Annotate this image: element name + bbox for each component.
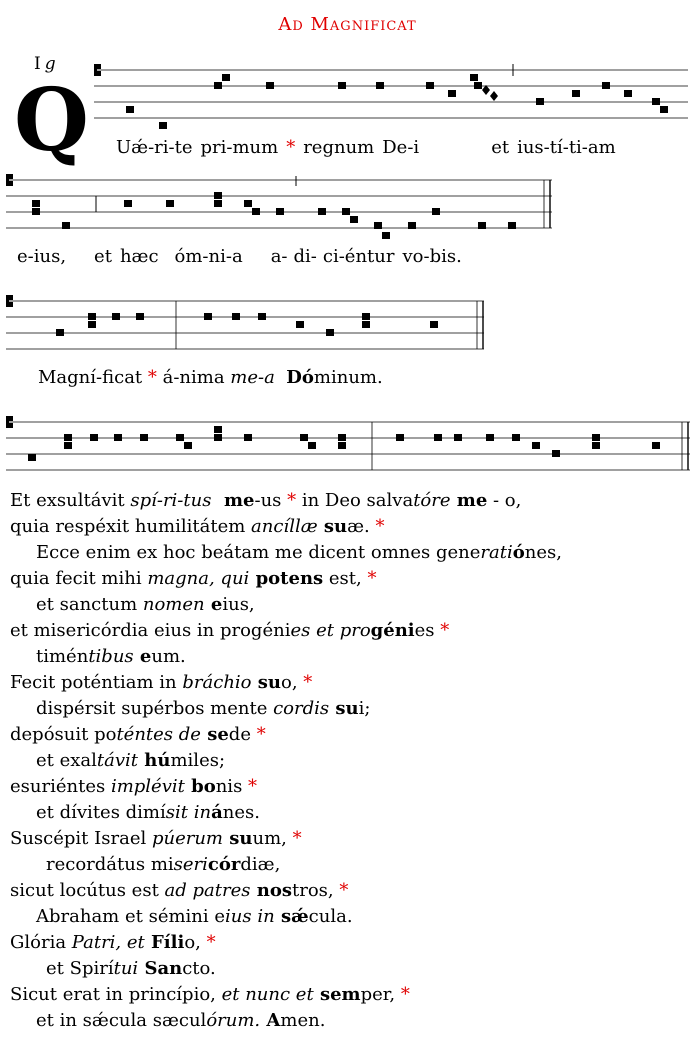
antiphon-line-1: [116, 137, 616, 158]
punctum: [374, 222, 382, 229]
text-run: um.: [151, 646, 186, 667]
mode-number: I: [34, 54, 41, 74]
text-run: ad patres: [164, 880, 251, 901]
punctum: [624, 90, 632, 97]
punctum: [176, 434, 184, 441]
punctum-inclinatum: [490, 91, 498, 101]
punctum: [382, 232, 390, 239]
verse-line: [10, 488, 562, 514]
punctum: [508, 222, 516, 229]
text-run: San: [138, 958, 183, 979]
punctum: [28, 454, 36, 461]
punctum: [396, 434, 404, 441]
punctum: [448, 90, 456, 97]
text-run: ó: [512, 542, 525, 563]
punctum: [244, 434, 252, 441]
text-run: púerum: [151, 828, 223, 849]
text-run: A: [260, 1010, 281, 1031]
punctum: [214, 82, 222, 89]
punctum: [430, 321, 438, 328]
text-run: est,: [323, 568, 368, 589]
punctum: [602, 82, 610, 89]
punctum: [166, 200, 174, 207]
lyric: di-: [293, 246, 317, 267]
text-run: spí-ri-tus: [130, 490, 212, 511]
staff-1: [94, 70, 688, 118]
punctum: [114, 434, 122, 441]
text-run: me: [450, 490, 488, 511]
text-run: tóre: [413, 490, 451, 511]
text-run: Suscépit Israel: [10, 828, 152, 849]
text-run: i;: [358, 698, 371, 719]
text-run: hú: [138, 750, 171, 771]
text-run: á-nima: [156, 367, 231, 388]
punctum: [474, 82, 482, 89]
lyric: Uǽ-ri-te: [116, 137, 193, 158]
text-run: sǽ: [274, 906, 309, 927]
text-run: Abraham et sémini e: [36, 906, 226, 927]
punctum: [338, 434, 346, 441]
text-run: ius in: [225, 906, 275, 927]
punctum: [214, 426, 222, 433]
punctum: [32, 200, 40, 207]
text-run: órum.: [206, 1010, 261, 1031]
text-run: et misericórdia eius in progéni: [10, 620, 291, 641]
text-run: Patri, et: [71, 932, 145, 953]
verse-line: [10, 878, 562, 904]
lyric: a-: [270, 246, 288, 267]
punctum: [90, 434, 98, 441]
text-run: recordátus mi: [46, 854, 174, 875]
punctum: [244, 200, 252, 207]
lyric: et: [94, 246, 112, 267]
punctum: [136, 313, 144, 320]
text-run: Glória: [10, 932, 72, 953]
mode-ending: g: [44, 54, 56, 74]
punctum: [214, 434, 222, 441]
staff-3: [6, 301, 484, 349]
punctum: [184, 442, 192, 449]
punctum: [214, 200, 222, 207]
text-run: e: [133, 646, 152, 667]
asterisk: *: [400, 984, 410, 1005]
text-run: su: [329, 698, 359, 719]
text-run: dispérsit supérbos mente: [36, 698, 274, 719]
punctum: [204, 313, 212, 320]
text-run: rati: [480, 542, 513, 563]
text-run: se: [200, 724, 229, 745]
verse-line: [10, 566, 562, 592]
text-run: cordis: [273, 698, 330, 719]
text-run: nos: [250, 880, 292, 901]
asterisk: *: [292, 828, 302, 849]
punctum: [512, 434, 520, 441]
verse-line: [10, 982, 562, 1008]
text-run: Fíli: [144, 932, 185, 953]
text-run: diæ,: [240, 854, 281, 875]
punctum: [159, 122, 167, 129]
punctum: [32, 208, 40, 215]
punctum: [338, 82, 346, 89]
text-run: esuriéntes: [10, 776, 111, 797]
punctum: [62, 222, 70, 229]
text-run: æ.: [347, 516, 376, 537]
punctum: [432, 208, 440, 215]
punctum: [56, 329, 64, 336]
text-run: et in sǽcula sæcul: [36, 1010, 207, 1031]
punctum: [652, 442, 660, 449]
text-run: nomen: [142, 594, 205, 615]
text-run: o,: [184, 932, 207, 953]
verse-line: [10, 826, 562, 852]
verse-line: [10, 540, 562, 566]
punctum: [652, 98, 660, 105]
text-run: su: [317, 516, 348, 537]
lyric: vo-bis.: [402, 246, 462, 267]
punctum: [214, 192, 222, 199]
punctum: [318, 208, 326, 215]
punctum: [362, 313, 370, 320]
text-run: timén: [36, 646, 89, 667]
text-run: ius,: [222, 594, 255, 615]
lyric: et: [491, 137, 510, 158]
verse-line: [10, 722, 562, 748]
punctum: [426, 82, 434, 89]
asterisk: *: [256, 724, 266, 745]
punctum: [454, 434, 462, 441]
text-run: tibus: [88, 646, 134, 667]
punctum: [276, 208, 284, 215]
lyric: ius-tí-ti-am: [517, 137, 616, 158]
text-run: cto.: [182, 958, 216, 979]
punctum: [300, 434, 308, 441]
punctum: [362, 321, 370, 328]
text-run: o,: [281, 672, 304, 693]
punctum: [592, 442, 600, 449]
verse-line: [10, 852, 562, 878]
text-run: Ecce enim ex hoc beátam me dicent omnes gene: [36, 542, 481, 563]
verse-line: [10, 670, 562, 696]
text-run: miles;: [170, 750, 226, 771]
verse-line: [10, 904, 562, 930]
text-run: depósuit po: [10, 724, 117, 745]
text-run: sem: [313, 984, 361, 1005]
punctum: [266, 82, 274, 89]
punctum: [470, 74, 478, 81]
punctum: [342, 208, 350, 215]
text-run: me: [211, 490, 255, 511]
punctum: [88, 313, 96, 320]
text-run: quia fecit mihi: [10, 568, 148, 589]
lyric: De-i: [382, 137, 420, 158]
staff-2: [6, 180, 552, 228]
text-run: [275, 367, 286, 388]
punctum: [88, 321, 96, 328]
antiphon-line-2: [17, 246, 462, 267]
punctum: [308, 442, 316, 449]
lyric: ci-éntur: [322, 246, 395, 267]
punctum: [338, 442, 346, 449]
text-run: me-a: [230, 367, 275, 388]
text-run: géni: [370, 620, 415, 641]
punctum: [232, 313, 240, 320]
verse-line: [10, 800, 562, 826]
punctum: [326, 329, 334, 336]
text-run: su: [251, 672, 282, 693]
asterisk: *: [248, 776, 258, 797]
text-run: téntes de: [116, 724, 201, 745]
punctum: [434, 434, 442, 441]
text-run: cór: [207, 854, 241, 875]
text-run: per,: [360, 984, 401, 1005]
canticle-verses: [10, 488, 562, 1034]
text-run: es et pro: [290, 620, 371, 641]
text-run: et sanctum: [36, 594, 143, 615]
asterisk: *: [147, 367, 157, 388]
verse-line: [10, 618, 562, 644]
text-run: in Deo salva: [296, 490, 414, 511]
text-run: Fecit poténtiam in: [10, 672, 183, 693]
asterisk: *: [303, 672, 313, 693]
punctum: [486, 434, 494, 441]
text-run: es: [414, 620, 441, 641]
text-run: et dívites dimí: [36, 802, 166, 823]
asterisk: *: [286, 137, 296, 158]
initial-letter: Q: [14, 70, 89, 171]
asterisk: *: [287, 490, 297, 511]
lyric: regnum: [303, 137, 375, 158]
text-run: et nunc et: [221, 984, 314, 1005]
text-run: et Spirí: [46, 958, 114, 979]
punctum: [258, 313, 266, 320]
text-run: implévit: [110, 776, 185, 797]
text-run: - o,: [487, 490, 522, 511]
punctum: [376, 82, 384, 89]
verse-line: [10, 774, 562, 800]
staff-4: [6, 422, 690, 470]
punctum: [222, 74, 230, 81]
punctum: [252, 208, 260, 215]
text-run: bráchio: [182, 672, 252, 693]
text-run: potens: [249, 568, 324, 589]
text-run: á: [211, 802, 223, 823]
text-run: Sicut erat in princípio,: [10, 984, 222, 1005]
lyric: pri-mum: [200, 137, 279, 158]
asterisk: *: [367, 568, 377, 589]
verse-line: [10, 514, 562, 540]
verse-line: [10, 748, 562, 774]
punctum: [552, 450, 560, 457]
text-run: de: [228, 724, 257, 745]
punctum: [592, 434, 600, 441]
text-run: seri: [173, 854, 208, 875]
punctum-inclinatum: [482, 85, 490, 95]
chant-title: Ad Magnificat: [278, 14, 417, 35]
punctum: [532, 442, 540, 449]
text-run: um,: [252, 828, 293, 849]
text-run: minum.: [313, 367, 383, 388]
punctum: [408, 222, 416, 229]
text-run: tros,: [292, 880, 340, 901]
text-run: -us: [254, 490, 288, 511]
verse-line: [10, 956, 562, 982]
text-run: bo: [184, 776, 216, 797]
asterisk: *: [339, 880, 349, 901]
text-run: et exal: [36, 750, 97, 771]
asterisk: *: [375, 516, 385, 537]
punctum: [126, 106, 134, 113]
lyric: e-ius,: [17, 246, 67, 267]
text-run: men.: [280, 1010, 326, 1031]
punctum: [296, 321, 304, 328]
verse-line: [10, 644, 562, 670]
text-run: magna, qui: [147, 568, 250, 589]
text-run: ancíllæ: [251, 516, 318, 537]
lyric: óm-ni-a: [174, 246, 243, 267]
punctum: [536, 98, 544, 105]
text-run: tui: [113, 958, 139, 979]
punctum: [124, 200, 132, 207]
verse-line: [10, 696, 562, 722]
chant-staves: [0, 0, 695, 480]
text-run: sicut locútus est: [10, 880, 165, 901]
punctum: [572, 90, 580, 97]
punctum: [140, 434, 148, 441]
lyric: hæc: [119, 246, 159, 267]
text-run: nis: [215, 776, 249, 797]
text-run: quia respéxit humilitátem: [10, 516, 252, 537]
verse-line: [10, 592, 562, 618]
punctum: [64, 442, 72, 449]
text-run: e: [204, 594, 223, 615]
punctum: [478, 222, 486, 229]
text-run: nes,: [524, 542, 562, 563]
text-run: sit in: [165, 802, 212, 823]
text-run: nes.: [222, 802, 260, 823]
verse-line: [10, 930, 562, 956]
asterisk: *: [440, 620, 450, 641]
text-run: su: [223, 828, 253, 849]
punctum: [660, 106, 668, 113]
asterisk: *: [206, 932, 216, 953]
punctum: [112, 313, 120, 320]
text-run: Dó: [286, 367, 314, 388]
punctum: [64, 434, 72, 441]
intonation-line: [38, 367, 383, 388]
punctum: [350, 216, 358, 223]
verse-line: [10, 1008, 562, 1034]
text-run: cula.: [308, 906, 353, 927]
text-run: Et exsultávit: [10, 490, 131, 511]
text-run: Magní-ficat: [38, 367, 148, 388]
text-run: távit: [96, 750, 139, 771]
